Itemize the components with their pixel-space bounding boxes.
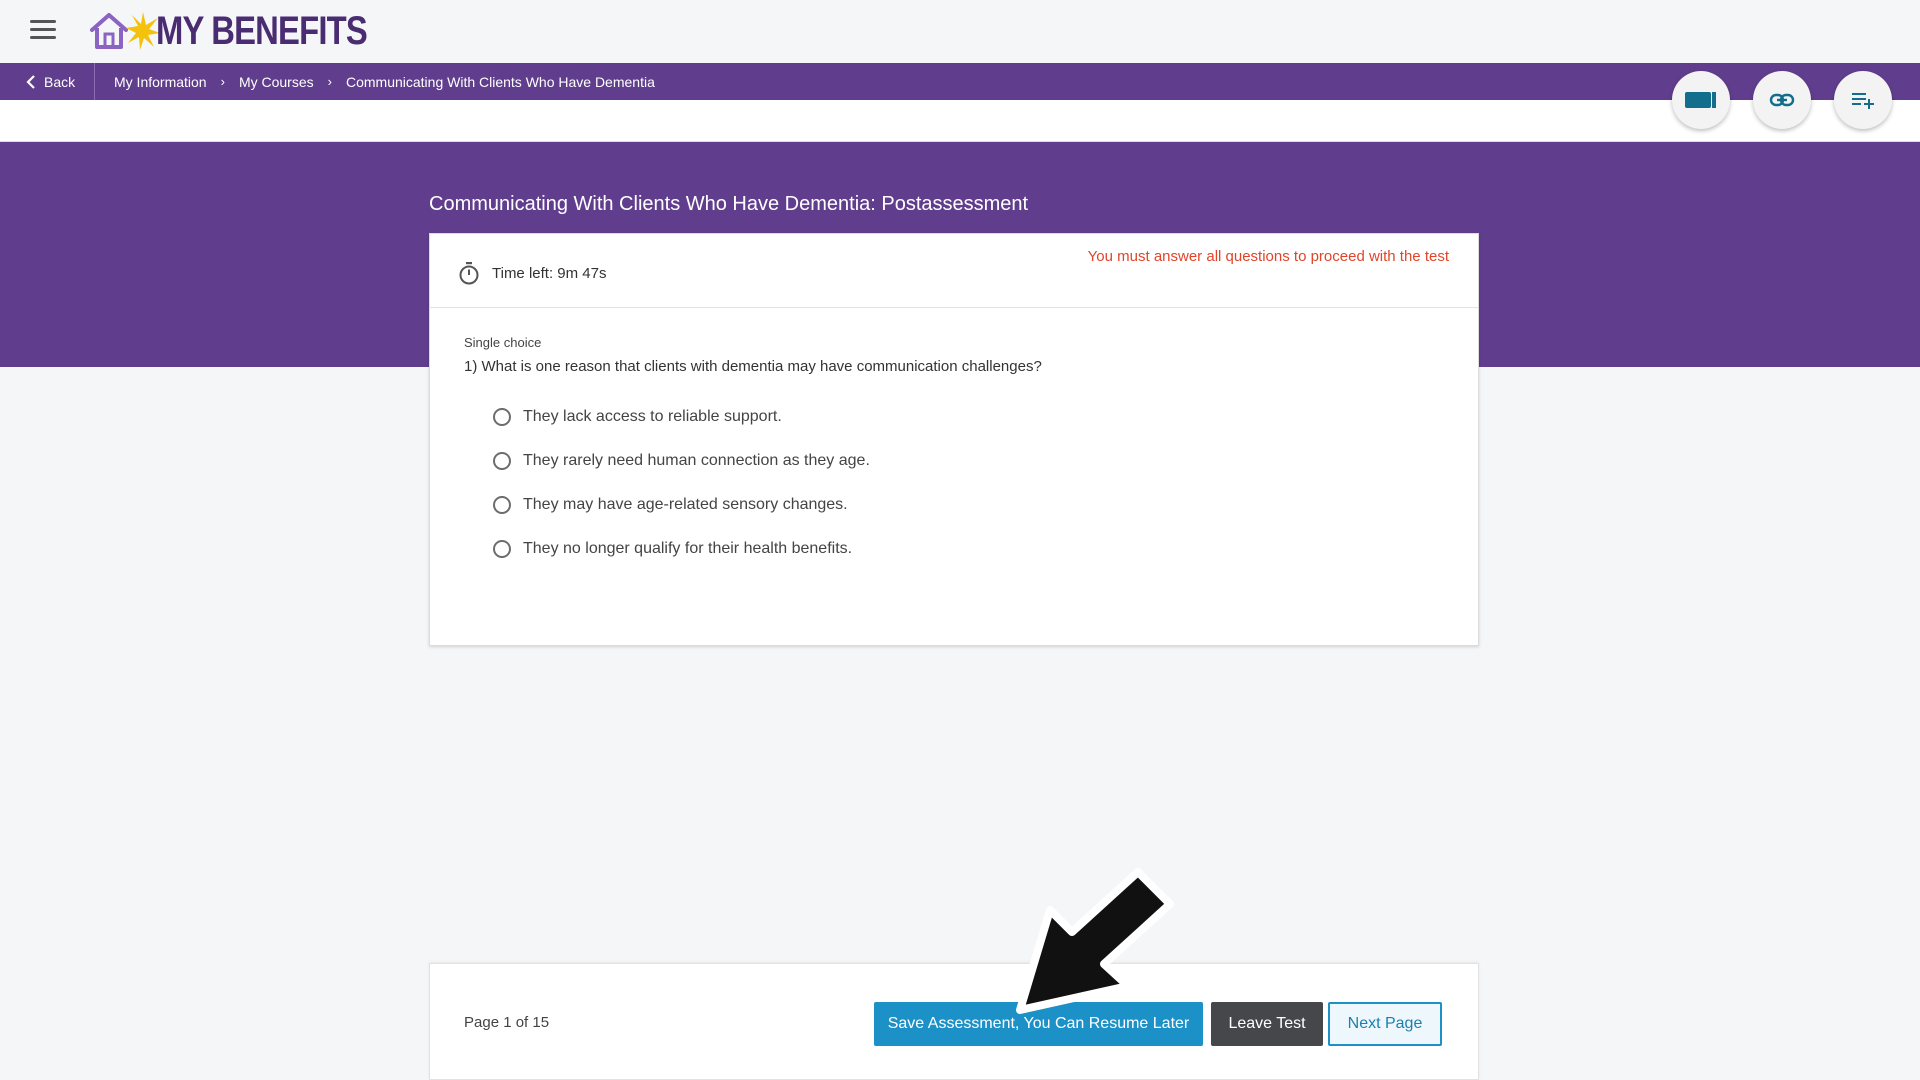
radio-button[interactable]: [493, 496, 511, 514]
copy-link-button[interactable]: [1753, 71, 1811, 129]
radio-button[interactable]: [493, 540, 511, 558]
breadcrumb-my-courses[interactable]: My Courses: [238, 73, 314, 90]
answer-option-3[interactable]: [493, 483, 870, 527]
question-card: [429, 233, 1479, 646]
playlist-add-icon: [1851, 90, 1875, 110]
back-button[interactable]: [0, 63, 95, 100]
option-label: They rarely need human connection as they age.: [523, 452, 870, 469]
question-text: 1) What is one reason that clients with dementia may have communication challenges?: [464, 358, 1042, 375]
question-type: Single choice: [464, 335, 542, 350]
radio-button[interactable]: [493, 408, 511, 426]
answer-option-2[interactable]: [493, 439, 870, 483]
card-header: [430, 234, 1478, 308]
next-page-button[interactable]: Next Page: [1328, 1002, 1442, 1046]
validation-warning: You must answer all questions to proceed with the test: [1087, 248, 1449, 265]
add-to-list-button[interactable]: [1834, 71, 1892, 129]
sub-header-strip: [0, 100, 1920, 142]
hamburger-menu-icon[interactable]: [30, 20, 56, 40]
breadcrumb-bar: [0, 63, 1920, 100]
chevron-right-icon: ›: [220, 74, 225, 89]
logo-text: MY BENEFITS: [156, 8, 367, 53]
option-label: They lack access to reliable support.: [523, 408, 782, 425]
chevron-left-icon: [26, 75, 36, 89]
breadcrumb-current-course[interactable]: Communicating With Clients Who Have Dementia: [345, 73, 655, 90]
app-logo[interactable]: [88, 6, 413, 56]
option-label: They may have age-related sensory changes.: [523, 496, 848, 513]
breadcrumb: [114, 63, 655, 100]
back-label: Back: [44, 73, 76, 90]
page-title: Communicating With Clients Who Have Dementia: Postassessment: [429, 193, 1029, 215]
radio-button[interactable]: [493, 452, 511, 470]
stopwatch-icon: [458, 261, 480, 285]
answer-option-4[interactable]: [493, 527, 870, 571]
breadcrumb-my-information[interactable]: My Information: [114, 73, 207, 90]
timer-label: Time left: 9m 47s: [492, 264, 607, 282]
link-icon: [1769, 92, 1795, 108]
video-button[interactable]: [1672, 71, 1730, 129]
house-icon: [88, 10, 130, 52]
assessment-footer: [429, 963, 1479, 1080]
chevron-right-icon: ›: [327, 74, 332, 89]
timer: [458, 261, 606, 285]
top-header: [0, 0, 1920, 63]
sun-icon: [126, 10, 160, 52]
answer-options: [493, 395, 870, 571]
save-assessment-button[interactable]: Save Assessment, You Can Resume Later: [874, 1002, 1203, 1046]
video-icon: [1684, 90, 1718, 110]
answer-option-1[interactable]: [493, 395, 870, 439]
page-indicator: Page 1 of 15: [464, 1014, 550, 1031]
leave-test-button[interactable]: Leave Test: [1211, 1002, 1323, 1046]
option-label: They no longer qualify for their health benefits.: [523, 540, 853, 557]
